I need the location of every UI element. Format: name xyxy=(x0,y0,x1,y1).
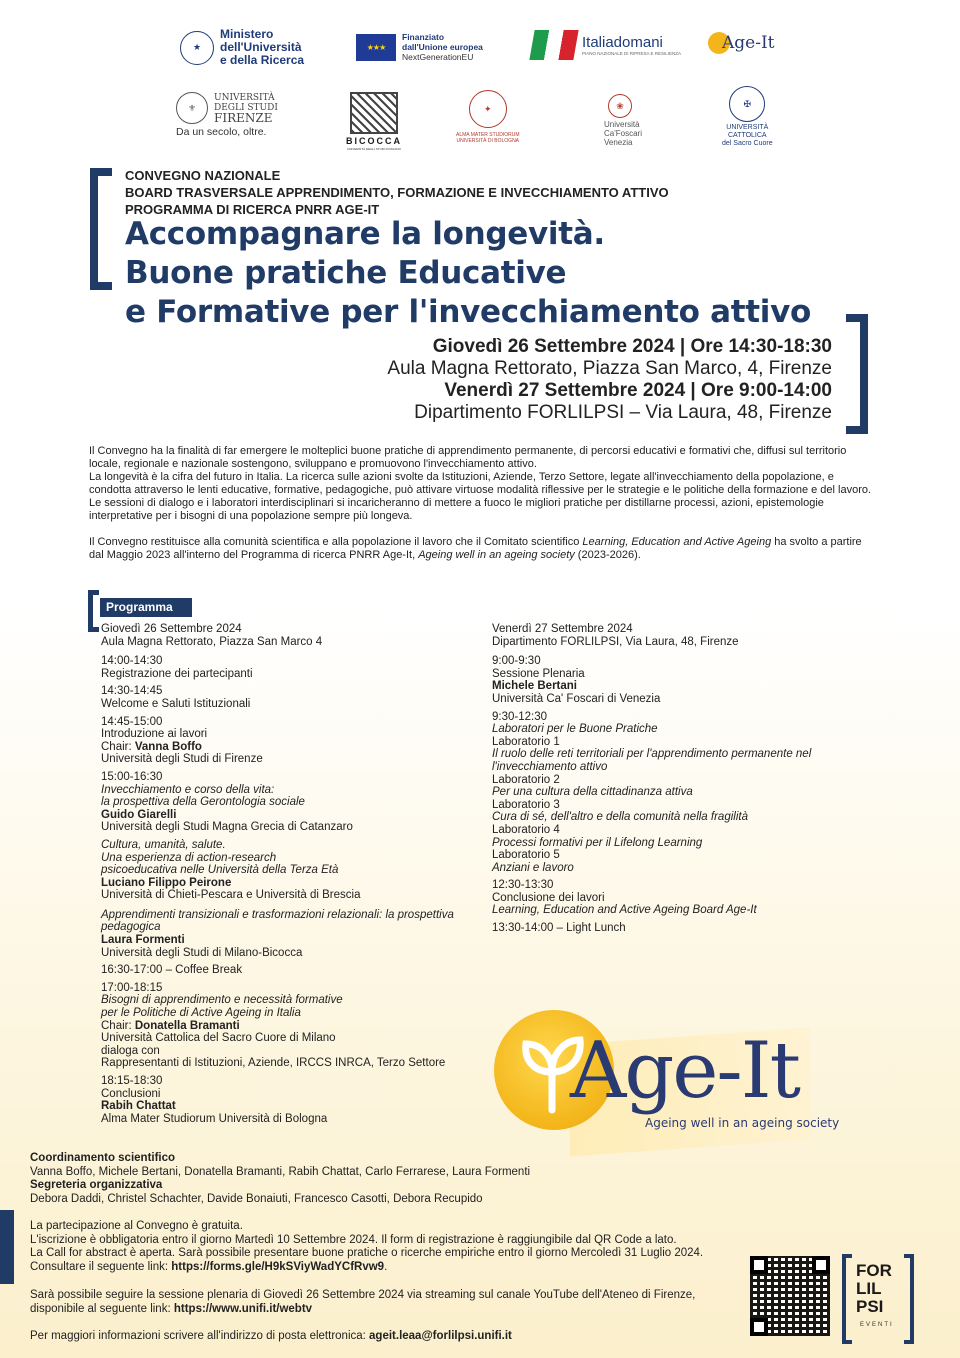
ageit-small-word: Age-It xyxy=(722,33,775,53)
lab-label: Laboratorio 2 xyxy=(492,773,560,786)
info-text: . xyxy=(384,1260,388,1273)
speaker-name: Laura Formenti xyxy=(101,934,185,947)
session-time: 15:00-16:30 xyxy=(101,770,163,783)
ageit-small-logo xyxy=(708,32,775,54)
session-subtitle: Learning, Education and Active Ageing Board Age-It xyxy=(492,904,757,917)
info-line: La Call for abstract è aperta. Sarà possibile presentare buone pratiche o ricerche empiriche entro il giorno Mercoledì 31 Luglio 2024. xyxy=(30,1247,704,1260)
session-time: 9:00-9:30 xyxy=(492,655,541,668)
light-lunch: 13:30-14:00 – Light Lunch xyxy=(492,922,626,935)
title-line: e Formative per l'invecchiamento attivo xyxy=(125,294,812,330)
lab-title: Il ruolo delle reti territoriali per l'apprendimento permanente nel xyxy=(492,748,812,761)
speaker-name: Rabih Chattat xyxy=(101,1100,176,1113)
chair-name: Donatella Bramanti xyxy=(134,1019,240,1032)
forlilpsi-line: PSI xyxy=(856,1297,884,1316)
info-line: La partecipazione al Convegno è gratuita. xyxy=(30,1220,243,1232)
italiadomani-sub: PIANO NAZIONALE DI RIPRESA E RESILIENZA xyxy=(582,51,682,56)
ministero-line: e della Ricerca xyxy=(220,53,305,67)
cafoscari-line: Università xyxy=(604,120,640,129)
unifi-logo xyxy=(176,92,278,138)
speaker-name: Luciano Filippo Peirone xyxy=(101,876,232,889)
affiliation: Università Ca' Foscari di Venezia xyxy=(492,692,661,705)
italiadomani-logo xyxy=(532,30,681,60)
talk-title: psicoeducativa nelle Università della Terza Età xyxy=(101,864,339,877)
session-time: 12:30-13:30 xyxy=(492,879,554,892)
day1-column xyxy=(101,623,481,1125)
header-bracket-left xyxy=(90,168,112,290)
intro-text-run: (2023-2026). xyxy=(574,549,641,561)
affiliation: Università Cattolica del Sacro Cuore di Milano xyxy=(101,1032,336,1045)
ministero-line: Ministero xyxy=(220,27,274,41)
footer-side-bar xyxy=(0,1210,14,1284)
eu-line: dall'Unione europea xyxy=(402,42,483,52)
talk-title: pedagogica xyxy=(101,921,161,934)
forlilpsi-line: LIL xyxy=(856,1279,882,1298)
eu-logo xyxy=(356,32,483,62)
qr-corner xyxy=(750,1256,768,1274)
qr-corner xyxy=(812,1256,830,1274)
bicocca-name: BICOCCA xyxy=(346,136,402,146)
kicker-line: PROGRAMMA DI RICERCA PNRR AGE-IT xyxy=(125,202,380,217)
unibo-logo xyxy=(456,90,520,144)
day2-date: Venerdì 27 Settembre 2024 xyxy=(492,623,633,635)
bicocca-mark-icon xyxy=(350,92,398,134)
session-time: 17:00-18:15 xyxy=(101,981,163,994)
coffee-break: 16:30-17:00 – Coffee Break xyxy=(101,964,243,977)
date-day2: Venerdì 27 Settembre 2024 | Ore 9:00-14:00 xyxy=(444,380,832,401)
lab-title: Per una cultura della cittadinanza attiva xyxy=(492,786,693,799)
session-chair xyxy=(101,1020,481,1033)
session-time: 14:45-15:00 xyxy=(101,715,163,728)
cattolica-seal-icon: ✠ xyxy=(729,86,765,122)
info-line xyxy=(30,1261,750,1275)
lab-title: Cura di sé, dell'altro e della comunità nella fragilità xyxy=(492,811,748,824)
credits xyxy=(30,1152,750,1206)
unibo-seal-icon: ✦ xyxy=(469,90,507,128)
forlilpsi-line: FOR xyxy=(856,1261,892,1280)
talk-title: Bisogni di apprendimento e necessità formative xyxy=(101,994,343,1007)
unifi-line: UNIVERSITÀ xyxy=(214,93,275,103)
intro-paragraph: Il Convegno ha la finalità di far emergere le molteplici buone pratiche di apprendimento permanente, di percorsi educativi e formativi che, diffusi sul territorio locale, regionale e nazionale sostengono, sviluppano e promuovono l'invecchiamento attivo. xyxy=(89,445,847,470)
ageit-wordmark: Age-It xyxy=(570,1026,799,1116)
unifi-seal-icon: ⚜ xyxy=(176,92,208,124)
lab-label: Laboratorio 1 xyxy=(492,735,560,748)
kicker-line: BOARD TRASVERSALE APPRENDIMENTO, FORMAZIONE E INVECCHIAMENTO ATTIVO xyxy=(125,185,669,200)
info-text: disponibile al seguente link: xyxy=(30,1302,174,1315)
lab-title: Anziani e lavoro xyxy=(492,861,574,874)
day2-column xyxy=(492,623,852,935)
intro-text-run: Learning, Education and Active Ageing xyxy=(582,536,772,548)
header-kicker xyxy=(125,167,669,218)
talk-title: Apprendimenti transizionali e trasformazioni relazionali: la prospettiva xyxy=(101,908,454,921)
talk-title: Cultura, umanità, salute. xyxy=(101,838,226,851)
forlilpsi-eventi: EVENTI xyxy=(860,1322,894,1328)
session-title: Registrazione dei partecipanti xyxy=(101,667,253,680)
lab-label: Laboratorio 5 xyxy=(492,849,560,862)
session-title: Welcome e Saluti Istituzionali xyxy=(101,697,251,710)
cattolica-line: del Sacro Cuore xyxy=(722,140,773,147)
day1-place: Aula Magna Rettorato, Piazza San Marco 4 xyxy=(101,635,323,648)
session-time: 18:15-18:30 xyxy=(101,1075,163,1087)
affiliation: Università degli Studi di Milano-Bicocca xyxy=(101,946,303,959)
forlilpsi-logo xyxy=(842,1254,914,1338)
italiadomani-name: Italiadomani xyxy=(582,34,663,51)
affiliation: Università di Chieti-Pescara e Università di Brescia xyxy=(101,889,361,902)
intro-paragraph: La longevità è la cifra del futuro in Italia. La ricerca sulle azioni svolte da Istituzioni, Aziende, Terzo Settore, legate all'invecchiamento della popolazione, e condotta attraverso le lenti educative, formative, pedagogiche, può attivare virtuose modalità riflessive per le strategie e le politiche della formazione e del lavoro. xyxy=(89,471,872,496)
date-day1: Giovedì 26 Settembre 2024 | Ore 14:30-18:30 xyxy=(432,336,832,357)
speaker-name: Guido Giarelli xyxy=(101,808,177,821)
eu-line: Finanziato xyxy=(402,32,445,42)
unifi-motto: Da un secolo, oltre. xyxy=(176,126,267,138)
intro-paragraph xyxy=(89,536,873,562)
lab-label: Laboratorio 3 xyxy=(492,798,560,811)
coord-names: Vanna Boffo, Michele Bertani, Donatella Bramanti, Rabih Chattat, Carlo Ferrarese, Laura Formenti xyxy=(30,1165,531,1178)
session-time: 14:00-14:30 xyxy=(101,655,163,668)
cafoscari-line: Venezia xyxy=(604,138,633,147)
place-day1: Aula Magna Rettorato, Piazza San Marco, 4, Firenze xyxy=(387,358,832,379)
event-dates xyxy=(300,336,832,424)
programma-bracket xyxy=(88,590,99,632)
cafoscari-line: Ca'Foscari xyxy=(604,129,642,138)
unibo-line: ALMA MATER STUDIORUM xyxy=(456,132,520,138)
cattolica-line: CATTOLICA xyxy=(727,132,767,139)
bicocca-logo xyxy=(346,92,402,151)
qr-corner xyxy=(750,1318,768,1336)
session-chair xyxy=(101,741,481,754)
chair-prefix: Chair: xyxy=(101,1019,135,1032)
session-title: Conclusioni xyxy=(101,1087,161,1100)
eu-flag-icon: ★★★ xyxy=(356,34,396,61)
streaming-info xyxy=(30,1289,750,1316)
day2-place: Dipartimento FORLILPSI, Via Laura, 48, Firenze xyxy=(492,635,739,648)
chair-name: Vanna Boffo xyxy=(134,740,202,753)
talk-title: la prospettiva della Gerontologia sociale xyxy=(101,796,305,809)
dialogue-note: Rappresentanti di Istituzioni, Aziende, IRCCS INRCA, Terzo Settore xyxy=(101,1057,446,1070)
intro-paragraph: Le sessioni di dialogo e i laboratori interdisciplinari si incaricheranno di mettere a fuoco le migliori pratiche per distillarne processi, azioni, epistemologie interpretative per i bisogni di una popolazione sempre più longeva. xyxy=(89,497,824,522)
intro-text-run: Ageing well in an ageing society xyxy=(418,549,575,561)
forlilpsi-bracket-right xyxy=(904,1254,914,1344)
session-time: 14:30-14:45 xyxy=(101,685,163,698)
talk-title: Invecchiamento e corso della vita: xyxy=(101,783,275,796)
italy-flag-icon xyxy=(529,30,578,60)
cafoscari-logo xyxy=(604,94,642,147)
unifi-line: DEGLI STUDI xyxy=(214,103,278,113)
segr-label: Segreteria organizzativa xyxy=(30,1179,163,1192)
session-title: Sessione Plenaria xyxy=(492,667,585,680)
title-line: Accompagnare la longevità. xyxy=(125,216,605,252)
contact-info xyxy=(30,1330,750,1344)
info-line: L'iscrizione è obbligatoria entro il giorno Martedì 10 Settembre 2024. Il form di registrazione è raggiungibile dal QR Code a lato. xyxy=(30,1233,677,1246)
lab-label: Laboratorio 4 xyxy=(492,823,560,836)
cattolica-line: UNIVERSITÀ xyxy=(726,124,769,131)
unibo-line: UNIVERSITÀ DI BOLOGNA xyxy=(456,138,520,144)
segr-names: Debora Daddi, Christel Schachter, Davide Bonaiuti, Francesco Casotti, Debora Recupido xyxy=(30,1192,483,1205)
session-time: 9:30-12:30 xyxy=(492,710,547,723)
session-title: Laboratori per le Buone Pratiche xyxy=(492,723,658,736)
coord-label: Coordinamento scientifico xyxy=(30,1152,176,1164)
dialogue-note: dialoga con xyxy=(101,1044,160,1057)
intro-text xyxy=(89,445,873,562)
cattolica-logo xyxy=(722,86,773,148)
speaker-name: Michele Bertani xyxy=(492,680,577,693)
info-text: Per maggiori informazioni scrivere all'indirizzo di posta elettronica: xyxy=(30,1330,370,1342)
lab-title: Processi formativi per il Lifelong Learning xyxy=(492,836,703,849)
eu-line: NextGenerationEU xyxy=(402,52,474,62)
programma-label: Programma xyxy=(100,598,192,617)
session-title: Conclusione dei lavori xyxy=(492,891,605,904)
header-bracket-right xyxy=(846,314,868,434)
chair-prefix: Chair: xyxy=(101,740,135,753)
intro-text-run: Il Convegno restituisce alla comunità scientifica e alla popolazione il lavoro che il Comitato scientifico xyxy=(89,536,583,548)
affiliation: Università degli Studi di Firenze xyxy=(101,753,263,766)
page-title xyxy=(125,215,845,332)
day1-date: Giovedì 26 Settembre 2024 xyxy=(101,623,242,635)
cafoscari-seal-icon: ❀ xyxy=(608,94,632,118)
session-title: Introduzione ai lavori xyxy=(101,728,208,741)
kicker-line: CONVEGNO NAZIONALE xyxy=(125,168,281,183)
talk-title: Una esperienza di action-research xyxy=(101,851,277,864)
ministero-logo xyxy=(180,28,304,67)
bicocca-top: UNIVERSITÀ DEGLI STUDI DI MILANO xyxy=(347,147,401,151)
contact-email-link[interactable]: ageit.leaa@forlilpsi.unifi.it xyxy=(369,1330,512,1342)
republic-emblem-icon: ★ xyxy=(180,31,214,65)
info-text: Consultare il seguente link: xyxy=(30,1260,172,1273)
lab-title: l'invecchiamento attivo xyxy=(492,760,608,773)
info-line: Sarà possibile seguire la sessione plenaria di Giovedì 26 Settembre 2024 via streaming sul canale YouTube dell'Ateneo di Firenze, xyxy=(30,1289,696,1301)
affiliation: Alma Mater Studiorum Università di Bologna xyxy=(101,1112,328,1125)
forlilpsi-bracket-left xyxy=(842,1254,852,1344)
registration-info xyxy=(30,1220,750,1274)
ministero-line: dell'Università xyxy=(220,40,302,54)
affiliation: Università degli Studi Magna Grecia di Catanzaro xyxy=(101,821,353,834)
unifi-line: FIRENZE xyxy=(214,111,273,125)
title-line: Buone pratiche Educative xyxy=(125,255,567,291)
intro-text-run: ha svolto a partire dal Maggio 2023 all'interno del Programma di ricerca PNRR Age-It, xyxy=(89,536,862,561)
talk-title: per le Politiche di Active Ageing in Italia xyxy=(101,1007,301,1020)
info-line xyxy=(30,1303,750,1317)
registration-link[interactable]: https://forms.gle/H9kSViyWadYCfRvw9 xyxy=(171,1260,385,1273)
ageit-tagline: Ageing well in an ageing society xyxy=(645,1116,840,1130)
streaming-link[interactable]: https://www.unifi.it/webtv xyxy=(173,1302,313,1315)
place-day2: Dipartimento FORLILPSI – Via Laura, 48, Firenze xyxy=(414,402,832,423)
